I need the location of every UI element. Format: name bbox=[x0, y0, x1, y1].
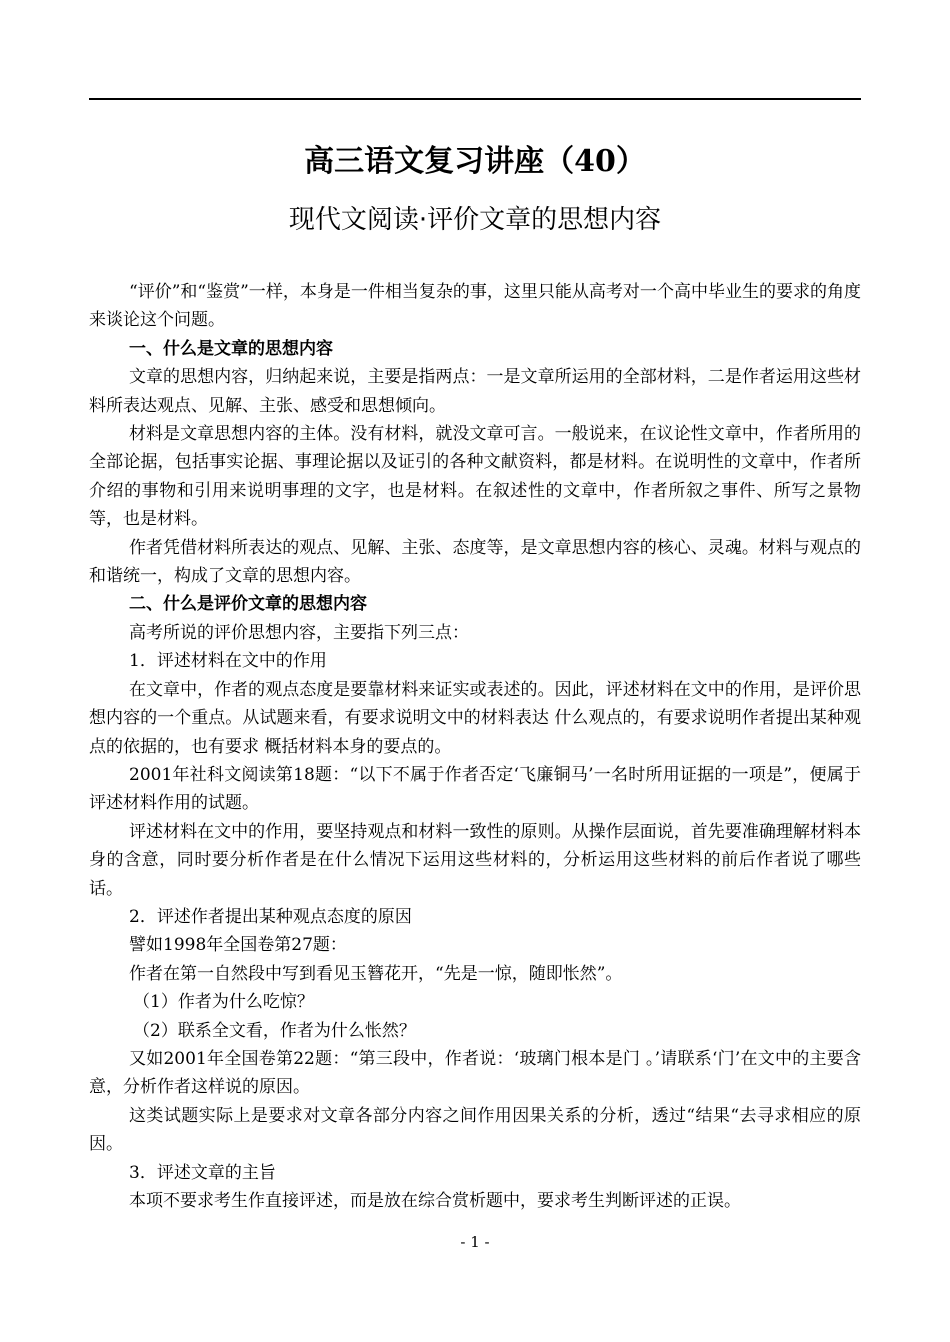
list-item-heading-2: 2．评述作者提出某种观点态度的原因 bbox=[129, 906, 412, 927]
section-heading-2: 二、什么是评价文章的思想内容 bbox=[129, 594, 367, 615]
question-item-1: （1）作者为什么吃惊？ bbox=[133, 992, 314, 1013]
page-subtitle: 现代文阅读·评价文章的思想内容 bbox=[288, 205, 662, 235]
body-paragraph: 高考所说的评价思想内容，主要指下列三点： bbox=[129, 622, 469, 643]
section-heading-1: 一、什么是文章的思想内容 bbox=[129, 338, 333, 359]
body-paragraph: 在文章中，作者的观点态度是要靠材料来证实或表述的。因此，评述材料在文中的作用，是评价思想内容的一个重点。从试题来看，有要求说明文中的材料表达 什么观点的，有要求说明作者提出某种观点的依据的，也有要求 概括材料本身的要点的。 bbox=[89, 679, 861, 757]
body-paragraph: 2001年社科文阅读第18题：“以下不属于作者否定‘飞廉铜马’一名时所用证据的一项是”，便属于评述材料作用的试题。 bbox=[89, 764, 861, 814]
body-paragraph: 评述材料在文中的作用，要坚持观点和材料一致性的原则。从操作层面说，首先要准确理解材料本身的含意，同时要分析作者是在什么情况下运用这些材料的，分析运用这些材料的前后作者说了哪些话。 bbox=[89, 821, 861, 899]
body-paragraph: 作者在第一自然段中写到看见玉簪花开，“先是一惊，随即怅然”。 bbox=[129, 963, 623, 984]
page-number: - 1 - bbox=[460, 1233, 490, 1251]
body-paragraph: 譬如1998年全国卷第27题： bbox=[129, 935, 347, 956]
body-paragraph: 材料是文章思想内容的主体。没有材料，就没文章可言。一般说来，在议论性文章中，作者所用的全部论据，包括事实论据、事理论据以及证引的各种文献资料，都是材料。在说明性的文章中，作者所介绍的事物和引用来说明事理的文字，也是材料。在叙述性的文章中，作者所叙之事件、所写之景物等，也是材料。 bbox=[89, 424, 861, 530]
header-rule bbox=[89, 98, 861, 100]
body-paragraph: 作者凭借材料所表达的观点、见解、主张、态度等，是文章思想内容的核心、灵魂。材料与观点的和谐统一，构成了文章的思想内容。 bbox=[89, 537, 861, 587]
list-item-heading-1: 1．评述材料在文中的作用 bbox=[129, 651, 327, 672]
intro-paragraph: “评价”和“鉴赏”一样，本身是一件相当复杂的事，这里只能从高考对一个高中毕业生的要求的角度来谈论这个问题。 bbox=[89, 282, 861, 331]
question-item-2: （2）联系全文看，作者为什么怅然？ bbox=[133, 1020, 416, 1041]
page-title: 高三语文复习讲座（40） bbox=[304, 144, 646, 179]
body-paragraph: 文章的思想内容，归纳起来说，主要是指两点：一是文章所运用的全部材料，二是作者运用这些材料所表达观点、见解、主张、感受和思想倾向。 bbox=[89, 367, 861, 416]
document-body bbox=[89, 278, 861, 1215]
body-paragraph: 这类试题实际上是要求对文章各部分内容之间作用因果关系的分析，透过“结果“去寻求相应的原因。 bbox=[89, 1105, 861, 1155]
list-item-heading-3: 3．评述文章的主旨 bbox=[129, 1162, 276, 1183]
body-paragraph: 又如2001年全国卷第22题：“第三段中，作者说：‘玻璃门根本是门 。’请联系‘门’在文中的主要含意，分析作者这样说的原因。 bbox=[89, 1048, 861, 1098]
body-paragraph: 本项不要求考生作直接评述，而是放在综合赏析题中，要求考生判断评述的正误。 bbox=[129, 1191, 741, 1211]
